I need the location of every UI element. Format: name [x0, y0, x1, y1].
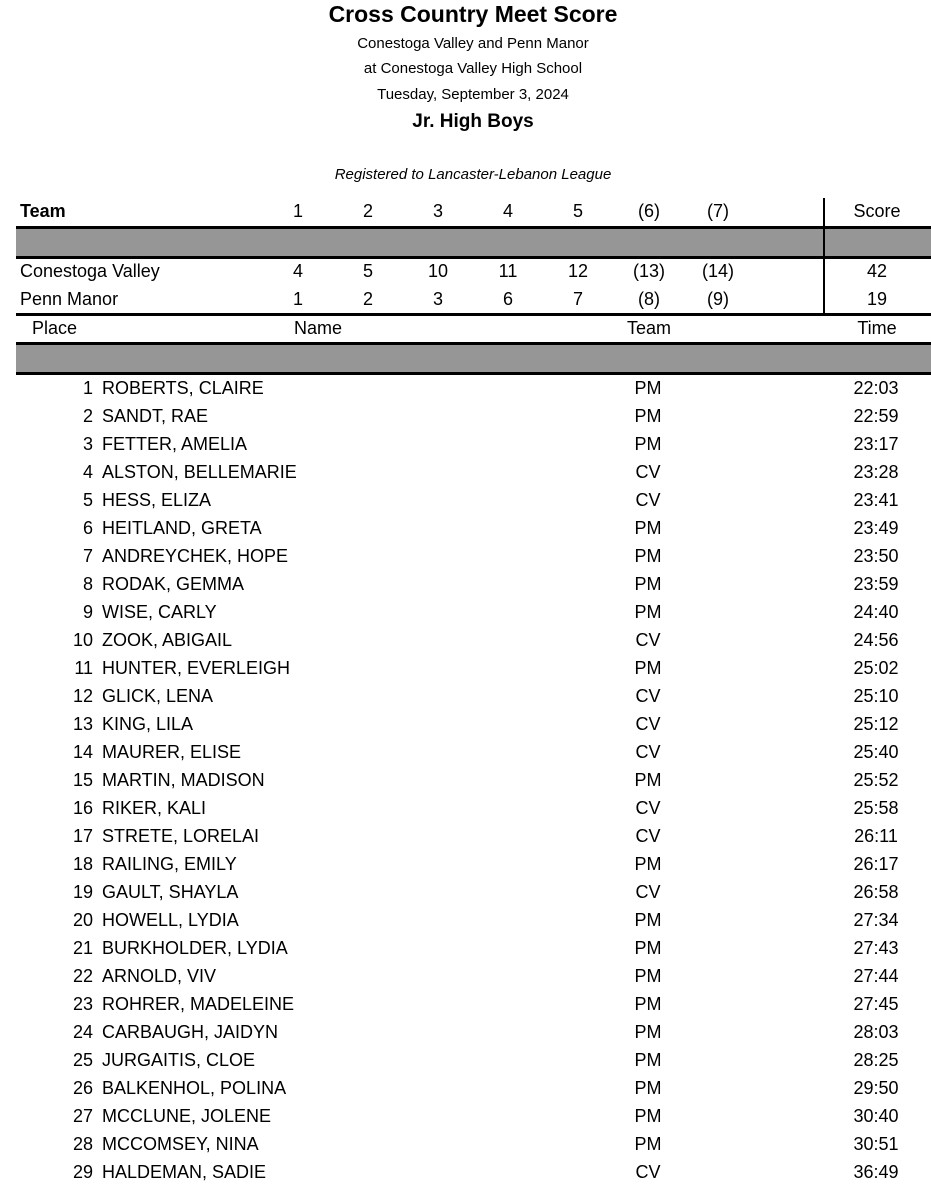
result-row: [0, 766, 931, 794]
result-place: 22: [72, 966, 93, 986]
result-team: CV: [635, 1162, 661, 1182]
result-team: CV: [635, 490, 661, 510]
result-row: [0, 542, 931, 570]
col-header-2: 2: [362, 201, 374, 221]
header-band: [16, 229, 931, 256]
result-name: GAULT, SHAYLA: [102, 882, 239, 902]
result-place: 13: [72, 714, 93, 734]
team-score: 19: [866, 289, 888, 309]
team-score-row: [0, 285, 931, 313]
result-team: CV: [635, 462, 661, 482]
result-name: ARNOLD, VIV: [102, 966, 217, 986]
result-time: 24:40: [853, 602, 899, 622]
result-name: RIKER, KALI: [102, 798, 207, 818]
result-name: RAILING, EMILY: [102, 854, 237, 874]
result-name: ROBERTS, CLAIRE: [102, 378, 264, 398]
result-row: [0, 990, 931, 1018]
result-place: 19: [72, 882, 93, 902]
col-header-team: Team: [626, 318, 672, 338]
result-team: PM: [634, 966, 662, 986]
header-band: [16, 345, 931, 372]
col-header-time: Time: [857, 318, 897, 338]
result-name: KING, LILA: [102, 714, 194, 734]
result-place: 5: [82, 490, 93, 510]
result-team: CV: [635, 686, 661, 706]
team-place: 11: [498, 261, 518, 281]
result-row: [0, 626, 931, 654]
result-team: PM: [634, 1106, 662, 1126]
result-row: [0, 962, 931, 990]
result-time: 25:52: [853, 770, 899, 790]
result-row: [0, 794, 931, 822]
team-place-displacer: (9): [707, 289, 729, 309]
result-place: 8: [82, 574, 93, 594]
result-team: CV: [635, 798, 661, 818]
result-team: PM: [634, 434, 662, 454]
result-team: CV: [635, 826, 661, 846]
result-team: PM: [634, 658, 662, 678]
result-name: BURKHOLDER, LYDIA: [102, 938, 288, 958]
team-place-displacer: (13): [632, 261, 666, 281]
team-score: 42: [866, 261, 888, 281]
result-team: PM: [634, 770, 662, 790]
col-header-place: Place: [32, 318, 78, 338]
result-row: [0, 906, 931, 934]
team-place: 1: [292, 289, 304, 309]
result-name: HEITLAND, GRETA: [102, 518, 262, 538]
col-header-4: 4: [502, 201, 514, 221]
result-time: 25:12: [853, 714, 899, 734]
result-name: MAURER, ELISE: [102, 742, 242, 762]
results-header-row: [0, 314, 931, 342]
result-name: ROHRER, MADELEINE: [102, 994, 295, 1014]
result-place: 27: [72, 1106, 93, 1126]
result-time: 26:11: [854, 826, 898, 846]
result-team: PM: [634, 518, 662, 538]
result-name: ZOOK, ABIGAIL: [102, 630, 233, 650]
result-name: ALSTON, BELLEMARIE: [102, 462, 297, 482]
result-time: 30:51: [853, 1134, 899, 1154]
result-row: [0, 514, 931, 542]
result-time: 28:03: [853, 1022, 899, 1042]
result-team: CV: [635, 714, 661, 734]
team-score-row: [0, 257, 931, 285]
result-place: 26: [72, 1078, 93, 1098]
result-place: 14: [72, 742, 93, 762]
team-place: 5: [362, 261, 374, 281]
result-time: 25:40: [853, 742, 899, 762]
result-row: [0, 1074, 931, 1102]
team-name: Penn Manor: [20, 289, 119, 309]
result-time: 26:17: [853, 854, 899, 874]
result-row: [0, 458, 931, 486]
meet-venue: at Conestoga Valley High School: [363, 60, 583, 77]
result-name: JURGAITIS, CLOE: [102, 1050, 256, 1070]
result-row: [0, 1018, 931, 1046]
result-team: PM: [634, 994, 662, 1014]
col-header-score: Score: [853, 201, 901, 221]
result-time: 22:03: [853, 378, 899, 398]
result-time: 23:28: [853, 462, 899, 482]
result-time: 23:17: [853, 434, 899, 454]
result-name: ANDREYCHEK, HOPE: [102, 546, 289, 566]
result-row: [0, 710, 931, 738]
result-time: 25:02: [853, 658, 899, 678]
result-name: GLICK, LENA: [102, 686, 214, 706]
result-row: [0, 486, 931, 514]
league-note: Registered to Lancaster-Lebanon League: [334, 166, 612, 183]
result-name: HESS, ELIZA: [102, 490, 212, 510]
team-place: 6: [502, 289, 514, 309]
result-row: [0, 1158, 931, 1186]
result-team: PM: [634, 406, 662, 426]
result-team: CV: [635, 882, 661, 902]
result-place: 9: [82, 602, 93, 622]
col-header-6: (6): [638, 201, 660, 221]
result-time: 23:41: [853, 490, 899, 510]
result-name: RODAK, GEMMA: [102, 574, 245, 594]
result-time: 23:50: [853, 546, 899, 566]
result-team: PM: [634, 938, 662, 958]
result-team: CV: [635, 630, 661, 650]
result-place: 6: [82, 518, 93, 538]
result-place: 3: [82, 434, 93, 454]
result-name: HALDEMAN, SADIE: [102, 1162, 267, 1182]
result-row: [0, 374, 931, 402]
result-time: 36:49: [853, 1162, 899, 1182]
result-place: 7: [82, 546, 93, 566]
result-time: 29:50: [853, 1078, 899, 1098]
result-row: [0, 598, 931, 626]
result-name: SANDT, RAE: [102, 406, 209, 426]
result-name: FETTER, AMELIA: [102, 434, 248, 454]
result-team: PM: [634, 1134, 662, 1154]
team-place: 10: [427, 261, 449, 281]
result-name: HUNTER, EVERLEIGH: [102, 658, 291, 678]
col-header-5: 5: [572, 201, 584, 221]
result-time: 23:49: [853, 518, 899, 538]
col-header-team: Team: [20, 201, 66, 221]
result-place: 2: [82, 406, 93, 426]
result-place: 17: [72, 826, 93, 846]
meet-date: Tuesday, September 3, 2024: [377, 86, 569, 103]
result-row: [0, 878, 931, 906]
result-name: CARBAUGH, JAIDYN: [102, 1022, 279, 1042]
team-scores-header-row: [0, 197, 931, 225]
result-row: [0, 654, 931, 682]
result-time: 27:45: [853, 994, 899, 1014]
result-row: [0, 570, 931, 598]
result-team: PM: [634, 1050, 662, 1070]
result-place: 23: [72, 994, 93, 1014]
result-time: 27:34: [853, 910, 899, 930]
result-team: PM: [634, 1022, 662, 1042]
result-place: 1: [82, 378, 93, 398]
result-place: 15: [72, 770, 93, 790]
result-place: 24: [72, 1022, 93, 1042]
result-time: 22:59: [853, 406, 899, 426]
result-time: 23:59: [853, 574, 899, 594]
division-title: Jr. High Boys: [412, 111, 534, 132]
team-place: 7: [572, 289, 584, 309]
team-name: Conestoga Valley: [20, 261, 160, 281]
team-place-displacer: (14): [701, 261, 735, 281]
result-row: [0, 430, 931, 458]
col-header-name: Name: [294, 318, 343, 338]
result-team: CV: [635, 742, 661, 762]
col-header-3: 3: [432, 201, 444, 221]
result-time: 25:58: [853, 798, 899, 818]
result-time: 24:56: [853, 630, 899, 650]
result-row: [0, 822, 931, 850]
result-place: 10: [72, 630, 93, 650]
result-name: WISE, CARLY: [102, 602, 217, 622]
team-place: 3: [432, 289, 444, 309]
result-name: MCCLUNE, JOLENE: [102, 1106, 272, 1126]
result-row: [0, 1046, 931, 1074]
result-place: 25: [72, 1050, 93, 1070]
result-team: PM: [634, 1078, 662, 1098]
result-row: [0, 1130, 931, 1158]
result-time: 25:10: [853, 686, 899, 706]
result-place: 18: [72, 854, 93, 874]
result-name: STRETE, LORELAI: [102, 826, 260, 846]
result-name: HOWELL, LYDIA: [102, 910, 239, 930]
result-place: 16: [72, 798, 93, 818]
result-row: [0, 738, 931, 766]
result-name: MARTIN, MADISON: [102, 770, 265, 790]
result-name: MCCOMSEY, NINA: [102, 1134, 259, 1154]
result-time: 26:58: [853, 882, 899, 902]
page-title: Cross Country Meet Score: [328, 1, 618, 27]
result-time: 27:43: [853, 938, 899, 958]
team-place: 12: [567, 261, 589, 281]
result-place: 29: [72, 1162, 93, 1182]
result-place: 28: [72, 1134, 93, 1154]
result-team: PM: [634, 854, 662, 874]
result-row: [0, 1102, 931, 1130]
col-header-1: 1: [292, 201, 304, 221]
result-team: PM: [634, 602, 662, 622]
meet-matchup: Conestoga Valley and Penn Manor: [357, 35, 589, 52]
result-row: [0, 682, 931, 710]
team-place: 4: [292, 261, 304, 281]
team-place-displacer: (8): [638, 289, 660, 309]
result-time: 30:40: [853, 1106, 899, 1126]
result-place: 4: [82, 462, 93, 482]
result-place: 21: [72, 938, 93, 958]
result-team: PM: [634, 910, 662, 930]
result-place: 11: [74, 658, 93, 678]
result-team: PM: [634, 378, 662, 398]
score-column-divider: [823, 198, 825, 313]
col-header-7: (7): [707, 201, 729, 221]
result-team: PM: [634, 546, 662, 566]
result-time: 27:44: [853, 966, 899, 986]
result-row: [0, 850, 931, 878]
result-row: [0, 402, 931, 430]
result-time: 28:25: [853, 1050, 899, 1070]
result-name: BALKENHOL, POLINA: [102, 1078, 287, 1098]
result-place: 20: [72, 910, 93, 930]
result-place: 12: [72, 686, 93, 706]
team-place: 2: [362, 289, 374, 309]
result-row: [0, 934, 931, 962]
result-team: PM: [634, 574, 662, 594]
